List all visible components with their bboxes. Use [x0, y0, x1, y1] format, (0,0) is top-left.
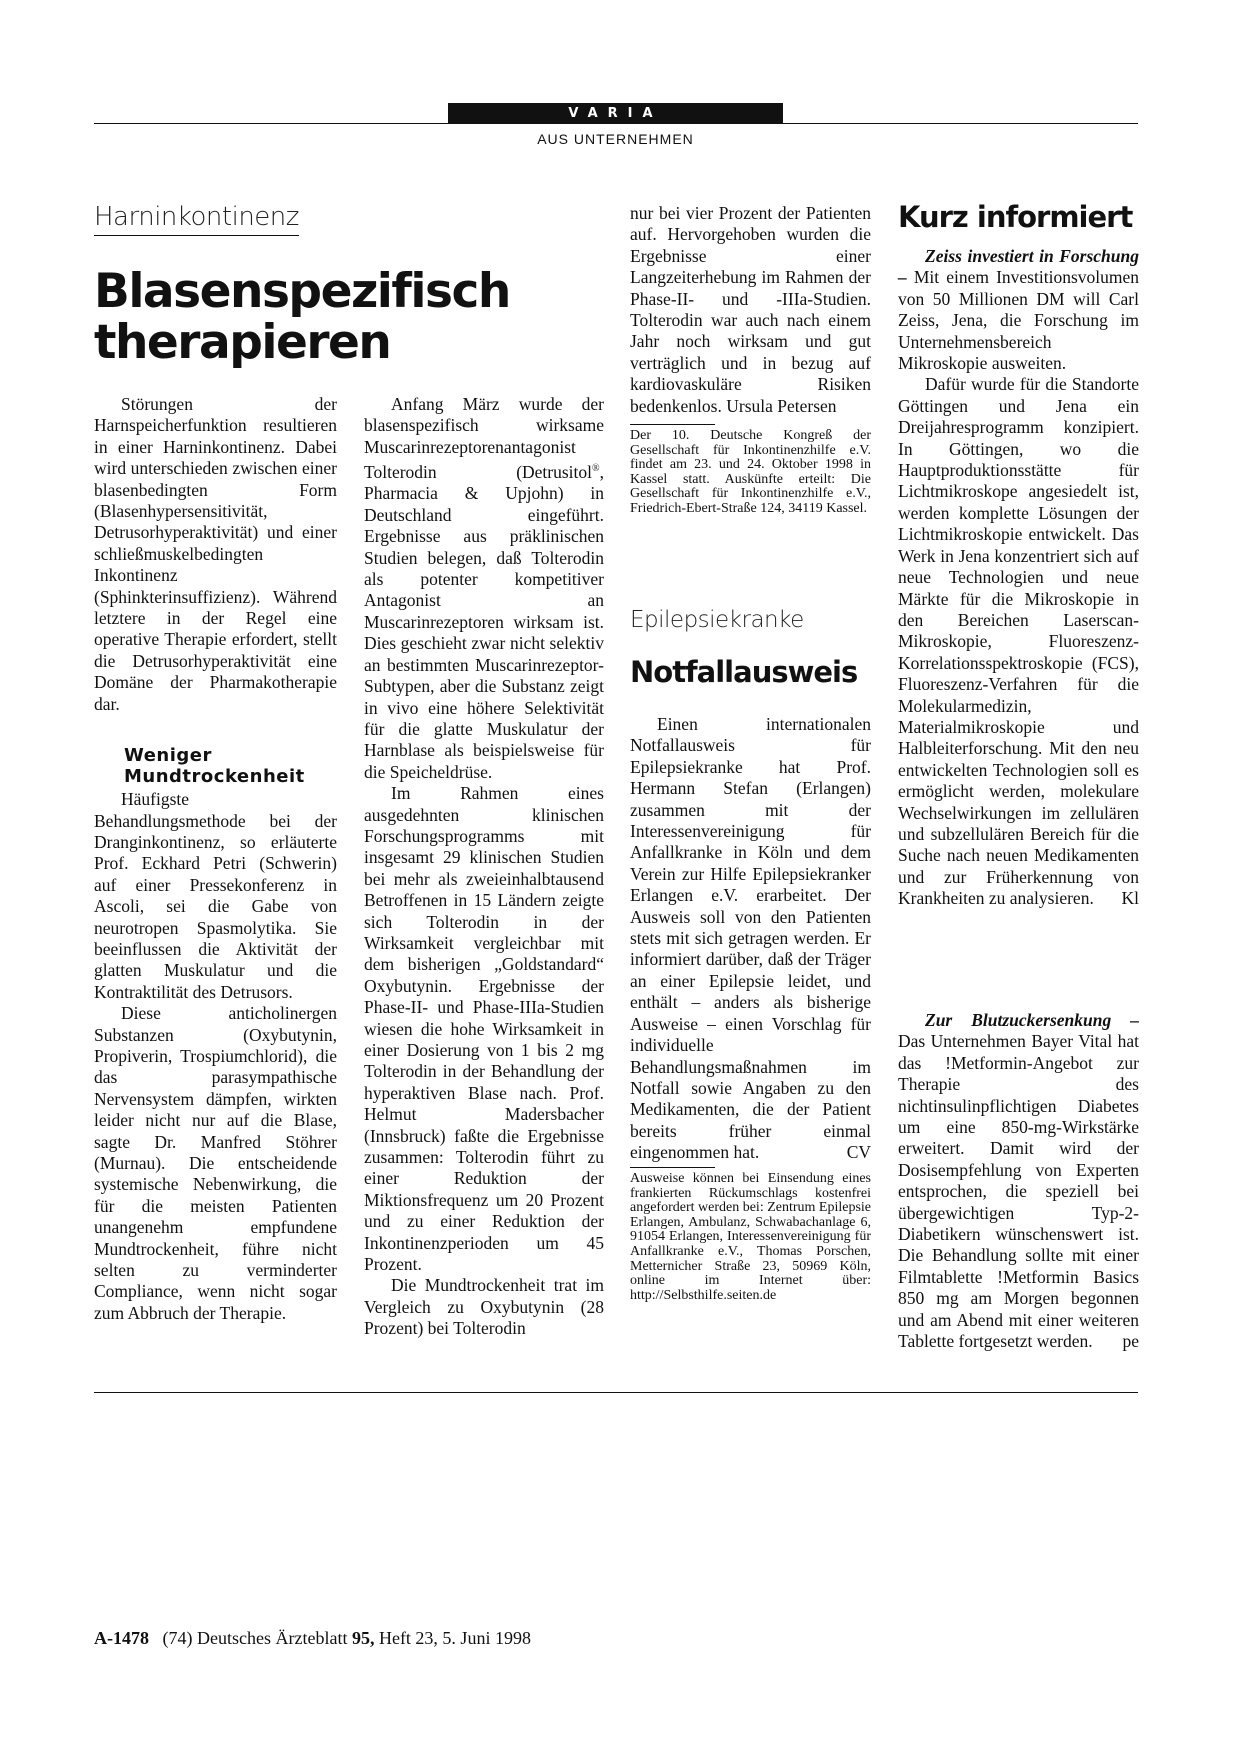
article2-paragraph — [630, 714, 871, 1164]
article3-lead: Zur Blutzuckersenkung – — [925, 1010, 1139, 1030]
article1-paragraph: Diese anticholinergen Substanzen (Oxybutynin, Propiverin, Trospiumchlorid), die das parasympathische Nervensystem dämpfen, wirkten leider nicht nur auf die Blase, sagte Dr. Manfred Stöhrer (Murnau). Die entscheidende systemische Nebenwirkung, die für die meisten Patienten unangenehm empfundene Mundtrockenheit, führe nicht selten zu verminderter Compliance, wenn nicht sogar zum Abbruch der Therapie. — [94, 1003, 337, 1323]
article1-title-line1: Blasenspezifisch — [94, 264, 510, 319]
column-3-top — [630, 203, 871, 417]
article3-text: Das Unternehmen Bayer Vital hat das !Metformin-Angebot zur Therapie des nichtinsulinpflichtigen Diabetes um eine 850-mg-Wirkstärke erweitert. Damit wird der Dosisempfehlung von Experten entsprochen, die speziell bei übergewichtigen Typ-2-Diabetikern wünschenswert ist. Die Behandlung sollte mit einer Filmtablette !Metformin Basics 850 mg am Morgen begonnen und am Abend mit einer weiteren Tablette fortgesetzt werden. — [898, 1031, 1139, 1352]
journal-name: Deutsches Ärzteblatt — [197, 1628, 348, 1648]
article2-text: Einen internationalen Notfallausweis für Epilepsiekranke hat Prof. Hermann Stefan (Erlangen) zusammen mit der Interessenvereinigung für Anfallkranke in Köln und dem Verein zur Hilfe Epilepsiekranker Erlangen e.V. erarbeitet. Der Ausweis soll von den Patienten stets mit sich getragen werden. Er informiert darüber, daß der Träger an einer Epilepsie leidet, und enthält – anders als bisherige Ausweise – einen Vorschlag für individuelle Behandlungsmaßnahmen im Notfall sowie Angaben zu den Medikamenten, die der Patient bereits früher einmal eingenommen hat. — [630, 714, 871, 1163]
article1-text: Anfang März wurde der blasenspezifisch wirksame Muscarinrezeptorenantagonist Tolterodin (Detrusitol — [364, 394, 604, 483]
section-label: VARIA — [448, 103, 783, 124]
note-separator — [630, 424, 715, 425]
article1-paragraph: Die Mundtrockenheit trat im Vergleich zu Oxybutynin (28 Prozent) bei Tolterodin — [364, 1275, 604, 1339]
article1-title-line2: therapieren — [94, 315, 391, 370]
article1-text: , Pharmacia & Upjohn) in Deutschland eingeführt. Ergebnisse aus präklinischen Studien belegen, daß Tolterodin als potenter kompetitiver Antagonist an Muscarinrezeptoren wirksam ist. Dies geschieht zwar nicht selektiv an bestimmten Muscarinrezeptor-Subtypen, aber die Substanz zeigt in vivo eine höhere Selektivität für die glatte Muskulatur der Harnblase als beispielsweise für die Speicheldrüse. — [364, 462, 604, 782]
article3-text: Mit einem Investitionsvolumen von 50 Millionen DM will Carl Zeiss, Jena, die Forschung im Unternehmensbereich Mikroskopie ausweiten. — [898, 267, 1139, 374]
page-number: A-1478 — [94, 1628, 149, 1648]
column-1 — [94, 394, 337, 1324]
article2-title: Notfallausweis — [630, 655, 858, 689]
article1-title — [94, 266, 510, 368]
article3-author: pe — [1122, 1331, 1139, 1352]
column-4-top — [898, 246, 1139, 910]
page-footer — [94, 1628, 531, 1649]
column-2 — [364, 394, 604, 1340]
article2-note-text: Ausweise können bei Einsendung eines frankierten Rückumschlags kostenfrei angefordert werden bei: Zentrum Epilepsie Erlangen, Ambulanz, Schwabachanlage 6, 91054 Erlangen, Interessenvereinigung für Anfallkranke e.V., Thomas Porschen, Metternicher Straße 23, 50969 Köln, online im Internet über: http://Selbsthilfe.seiten.de — [630, 1171, 872, 1303]
journal-volume: 95, — [351, 1628, 375, 1648]
article3-lead: Zeiss investiert in Forschung – — [898, 246, 1139, 288]
article2-topic: Epilepsiekranke — [630, 607, 804, 633]
journal-issue: Heft 23, 5. Juni 1998 — [378, 1628, 531, 1648]
article2-author: CV — [846, 1142, 871, 1163]
article1-author: Ursula Petersen — [726, 395, 837, 416]
subsection-label: AUS UNTERNEHMEN — [537, 131, 694, 147]
article1-subheading: Weniger Mundtrockenheit — [124, 745, 305, 788]
article1-paragraph — [364, 394, 604, 783]
registered-mark: ® — [592, 463, 600, 475]
issue-page: (74) — [162, 1628, 193, 1648]
article3-paragraph — [898, 374, 1139, 909]
article3-author: Kl — [1121, 888, 1139, 909]
article1-note-text: Der 10. Deutsche Kongreß der Gesellschaft für Inkontinenzhilfe e.V. findet am 23. und 24. Oktober 1998 in Kassel statt. Auskünfte erteilt: Die Gesellschaft für Inkontinenzhilfe e.V., Friedrich-Ebert-Straße 124, 34119 Kassel. — [630, 428, 871, 516]
article3-paragraph — [898, 246, 1139, 374]
article1-paragraph — [630, 203, 871, 417]
article1-paragraph: Im Rahmen eines ausgedehnten klinischen Forschungsprogramms mit insgesamt 29 klinischen Studien bei mehr als zweieinhalbtausend Betroffenen in 15 Ländern zeigte sich Tolterodin in der Wirksamkeit vergleichbar mit dem bisherigen „Goldstandard“ Oxybutynin. Ergebnisse der Phase-II- und Phase-IIIa-Studien wiesen die hohe Wirksamkeit in einer Dosierung von 1 bis 2 mg Tolterodin in der Behandlung der hyperaktiven Blase nach. Prof. Helmut Madersbacher (Innsbruck) faßte die Ergebnisse zusammen: Tolterodin führt zu einer Reduktion der Miktionsfrequenz um 20 Prozent und zu einer Reduktion der Inkontinenzperioden um 45 Prozent. — [364, 783, 604, 1275]
header-rule — [94, 123, 1138, 124]
article3-text: Dafür wurde für die Standorte Göttingen und Jena ein Dreijahresprogramm konzipiert. In Göttingen, wo die Hauptproduktionsstätte für Lichtmikroskope angesiedelt ist, werden komplette Lösungen der Lichtmikroskopie entwickelt. Das Werk in Jena konzentriert sich auf neue Technologien und neue Märkte für die Mikroskopie in den Bereichen Laserscan-Mikroskopie, Fluoreszenz-Korrelationsspektroskopie (FCS), Fluoreszenz-Verfahren für die Molekularmedizin, Materialmikroskopie und Halbleiterforschung. Mit den neu entwickelten Technologien soll es ermöglicht werden, molekulare Wechselwirkungen im zellulären und subzellulären Bereich für die Suche nach neuen Medikamenten und zur Früherkennung von Krankheiten zu analysieren. — [898, 374, 1139, 909]
column-4-bottom — [898, 1010, 1139, 1353]
article2-note — [630, 1167, 871, 1303]
article1-topic: Harninkontinenz — [94, 202, 299, 236]
article1-text: nur bei vier Prozent der Patienten auf. Hervorgehoben wurden die Ergebnisse einer Langzeiterhebung im Rahmen der Phase-II- und -IIIa-Studien. Tolterodin war auch nach einem Jahr noch wirksam und gut verträglich und in bezug auf kardiovaskuläre Risiken bedenkenlos. — [630, 203, 871, 416]
article1-paragraph: Häufigste Behandlungsmethode bei der Dranginkontinenz, so erläuterte Prof. Eckhard Petri (Schwerin) auf einer Pressekonferenz in Ascoli, sei die Gabe von neurotropen Spasmolytika. Sie beeinflussen die Aktivität der glatten Muskulatur und die Kontraktilität des Detrusors. — [94, 789, 337, 1002]
column-3-bottom — [630, 714, 871, 1164]
article3-paragraph — [898, 1010, 1139, 1353]
note-separator — [630, 1167, 715, 1168]
footer-rule — [94, 1392, 1138, 1393]
article3-title: Kurz informiert — [898, 200, 1133, 234]
article1-paragraph: Störungen der Harnspeicherfunktion resultieren in einer Harninkontinenz. Dabei wird unterschieden zwischen einer blasenbedingten Form (Blasenhypersensitivität, Detrusorhyperaktivität) und einer schließmuskelbedingten Inkontinenz (Sphinkterinsuffizienz). Während letztere in der Regel eine operative Therapie erfordert, stellt die Detrusorhyperaktivität eine Domäne der Pharmakotherapie dar. — [94, 394, 337, 714]
article1-note — [630, 424, 871, 517]
